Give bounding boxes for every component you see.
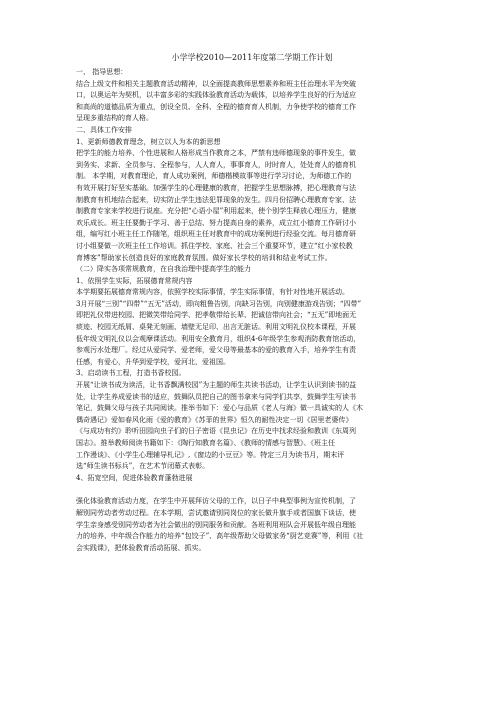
paragraph-line: 强化体验教育活动力度，在学生中开展拜访父母的工作，以日子中典型事例为宣传机制，了 [76,497,356,506]
paragraph-line: 参观污水处理厂。经过从爱同学、爱老师，爱父母等最基本的爱的教育入手，培养学生有责 [76,346,356,355]
section-heading: 一、 指导思想： [76,68,128,76]
document-body [76,52,428,554]
section-heading: 二、具体工作安排 [76,125,132,134]
section-gap [76,484,428,496]
paragraph-line: 任感，有爱心，升华到爱学校，爱河北，爱祖国。 [76,357,230,366]
paragraph-line: 呈现多重结构的育人格。 [76,114,153,123]
paragraph-line: 学生亲身感受别同劳动者为社会做出的别同服务和贡献。各班利用班队会开展低年级自理能 [76,520,356,529]
paragraph-line: 开展“让读书成为读活，让书香飘满校园”为主题的师生共读书活动，让学生认识到读书的益 [76,381,357,390]
paragraph-line: 到务实、求新、全员参与、全程参与，人人育人，事事育人，时时育人，处处育人的德育机 [76,160,356,169]
section-guiding-thought [76,67,428,125]
paragraph-line: 1、更新师德教育理念，树立以人为本的新思想 [76,137,221,146]
paragraph-line: 把学生的能力培养、个性进展和人格形成当作教育之本，严禁有违师德现象的事件发生，做 [76,149,356,158]
paragraph-line: 结合上级文件和相关主题教育活动精神，以全面提高教师思想素养和班主任治理水平为突破 [76,79,356,88]
paragraph-line: 4、拓宽空间，促进体验教育蓬勃进展 [76,473,193,482]
paragraph-line: 痰迹、校园无纸屑、桌凳无刻画、墙壁无足印、出言无脏话。利用文明礼仪校本课程，开展 [76,323,356,332]
paragraph-line: 欢乐成长。班主任要勤于学习、善于总结、努力提高自身的素养，成立红小德育工作研讨小 [76,218,356,227]
paragraph-line: 3月开展“三别”“四带”“五无”活动，即向粗鲁告别，向缺习告别，向别健康游戏告别；“四带” [76,299,362,308]
paragraph-line: 制教育专家来学校进行说座。充分把“心语小屋”利用起来，使个别学生释放心理压力，健康 [76,207,357,216]
document-title: 小学学校2010—2011年度第二学期工作计划 [171,53,333,62]
paragraph-line: 和高尚的道德品质为重点，创设全员、全科、全程的德育育人机制，力争使学校的德育工作 [76,102,356,111]
paragraph-line: 制教育有机地结合起来，切实防止学生违法犯罪现象的发生。四月份招聘心理教育专家、法 [76,195,356,204]
paragraph-line: 处，让学生养成爱读书的适应，鼓舞队员把自己的图书拿来与同学们共享，鼓舞学生写读书 [76,392,356,401]
paragraph-line: 《与成功有约》聆听田园向虫子们的日子密语《昆虫记》在历史中找求经验和教训《东周列 [76,427,356,436]
section-work-arrangement [76,125,428,484]
paragraph-line: 力的培养、中年级合作能力的培养“包饺子”、高年级帮助父母做家务“厨艺竞赛”等，利用《社 [76,532,364,541]
paragraph-line: 国志》。推举教师阅读书籍如下：《陶行知教育名篇》、《教师的情感与智慧》、《班主任 [76,439,335,447]
paragraph-line: 本学期要拓展德育常规内容，依照学校实际事情，学生实际事情，有针对性地开展活动。 [76,288,349,297]
paragraph-line: 选“师生读书标兵”，在艺术节闭幕式表彰。 [76,462,210,471]
paragraph-line: 育博客”帮助家长创造良好的家庭教育氛围。做好家长学校的培训和结业考试工作。 [76,253,332,262]
paragraph-line: 有效开展打好坚实基础。加强学生的心理健康的教育，把握学生思想脉搏，把心理教育与法 [76,183,356,192]
paragraph-line: 偶奇遇记》爱如春风化雨《爱的教育》《苏菲的世界》恒久的耐性决定一切《居里老婆传》 [76,415,353,424]
paragraph-line: 1、依照学生实际，拓展德育常规内容 [76,276,193,285]
paragraph-line: 制。 本学期，对教育理论，育人成功案例，师德楷模故事等进行学习讨论，为师德工作的 [76,172,352,181]
section-experience-education [76,496,428,554]
paragraph-line: 笔记，鼓舞父母与孩子共同阅读。推举书如下：爱心与品质《老人与海》做一具诚实的人《木 [76,404,363,413]
paragraph-line: 3、启动读书工程，打造书香校园。 [76,369,186,378]
paragraph-line: （二）降实各项常规教育，在自我治理中提高学生的能力 [76,265,251,274]
paragraph-line: 口，以奥运年为契机，以丰富多彩的实践体验教育活动为载体，以培养学生良好的行为适应 [76,91,356,100]
paragraph-line: 即把礼仪带进校园、把微笑带给同学、把孝敬带给长辈、把诚信带向社会；“五无”即地面无 [76,311,357,320]
paragraph-line: 低年级文明礼仪以会观摩课活动。利用安全教育月，组织4-6年级学生参观消防教育馆活动， [76,334,361,343]
paragraph-line: 解别同劳动者劳动过程。在本学期，尝试邀请别同岗位的家长做升旗手或者国旗下谈话，使 [76,508,356,517]
paragraph-line: 会实践课》，把体验教育活动拓展、抓实。 [76,543,206,552]
paragraph-line: 组，编写红小班主任工作随笔，组织班主任对教育中的成功案例进行经验交流。每月德育研 [76,230,356,239]
paragraph-line: 工作漫谈》、《小学生心理辅导札记》,《窗边的小豆豆》等。特定三月为读书月，期末评 [76,450,345,459]
paragraph-line: 讨小组要做一次班主任工作培训。抓住学校、家庭、社会三个重要环节，建立“红小家校教 [76,241,353,250]
